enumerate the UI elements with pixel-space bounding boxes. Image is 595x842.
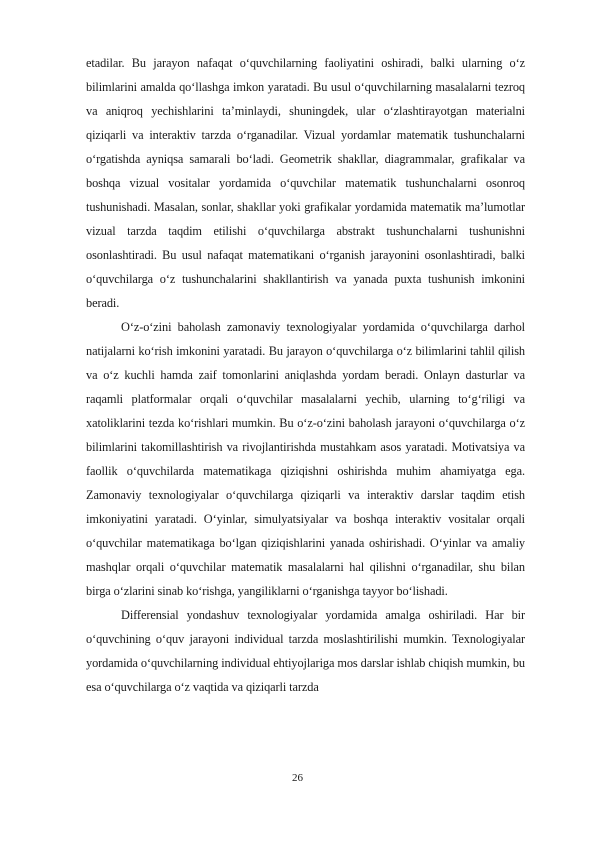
paragraph-1: etadilar. Bu jarayon nafaqat o‘quvchilarning faoliyatini oshiradi, balki ularning o‘z bilimlarini amalda qo‘llashga imkon yaratadi. Bu usul o‘quvchilarning masalalarni tezroq va aniqroq yechishlarini ta’minlaydi, shuningdek, ular o‘zlashtirayotgan materialni qiziqarli va interaktiv tarzda o‘rganadilar. Vizual yordamlar matematik tushunchalarni o‘rgatishda ayniqsa samarali bo‘ladi. Geometrik shakllar, diagrammalar, grafikalar va boshqa vizual vositalar yordamida o‘quvchilar matematik tushunchalarni osonroq tushunishadi. Masalan, sonlar, shakllar yoki grafikalar yordamida matematik ma’lumotlar vizual tarzda taqdim etilishi o‘quvchilarga abstrakt tushunchalarni tushunishni osonlashtiradi. Bu usul nafaqat matematikani o‘rganish jarayonini osonlashtiradi, balki o‘quvchilarga o‘z tushunchalarini shakllantirish va yanada puxta tushunish imkonini beradi. — [86, 56, 525, 310]
paragraph-2: O‘z-o‘zini baholash zamonaviy texnologiyalar yordamida o‘quvchilarga darhol natijalarni ko‘rish imkonini yaratadi. Bu jarayon o‘quvchilarga o‘z bilimlarini tahlil qilish va o‘z kuchli hamda zaif tomonlarini aniqlashda yordam beradi. Onlayn dasturlar va raqamli platformalar orqali o‘quvchilar masalalarni yechib, ularning to‘g‘riligi va xatoliklarini tezda ko‘rishlari mumkin. Bu o‘z-o‘zini baholash jarayoni o‘quvchilarga o‘z bilimlarini takomillashtirish va rivojlantirishda mustahkam asos yaratadi. Motivatsiya va faollik o‘quvchilarda matematikaga qiziqishni oshirishda muhim ahamiyatga ega. Zamonaviy texnologiyalar o‘quvchilarga qiziqarli va interaktiv darslar taqdim etish imkoniyatini yaratadi. O‘yinlar, simulyatsiyalar va boshqa interaktiv vositalar orqali o‘quvchilar matematikaga bo‘lgan qiziqishlarini yanada oshirishadi. O‘yinlar va amaliy mashqlar orqali o‘quvchilar matematik masalalarni hal qilishni o‘rganadilar, shu bilan birga o‘zlarini sinab ko‘rishga, yangiliklarni o‘rganishga tayyor bo‘lishadi. — [86, 320, 525, 598]
body-text — [86, 51, 525, 699]
paragraph-3: Differensial yondashuv texnologiyalar yordamida amalga oshiriladi. Har bir o‘quvchining o‘quv jarayoni individual tarzda moslashtirilishi mumkin. Texnologiyalar yordamida o‘quvchilarning individual ehtiyojlariga mos darslar ishlab chiqish mumkin, bu esa o‘quvchilarga o‘z vaqtida va qiziqarli tarzda — [86, 608, 525, 694]
page-number: 26 — [292, 772, 303, 784]
